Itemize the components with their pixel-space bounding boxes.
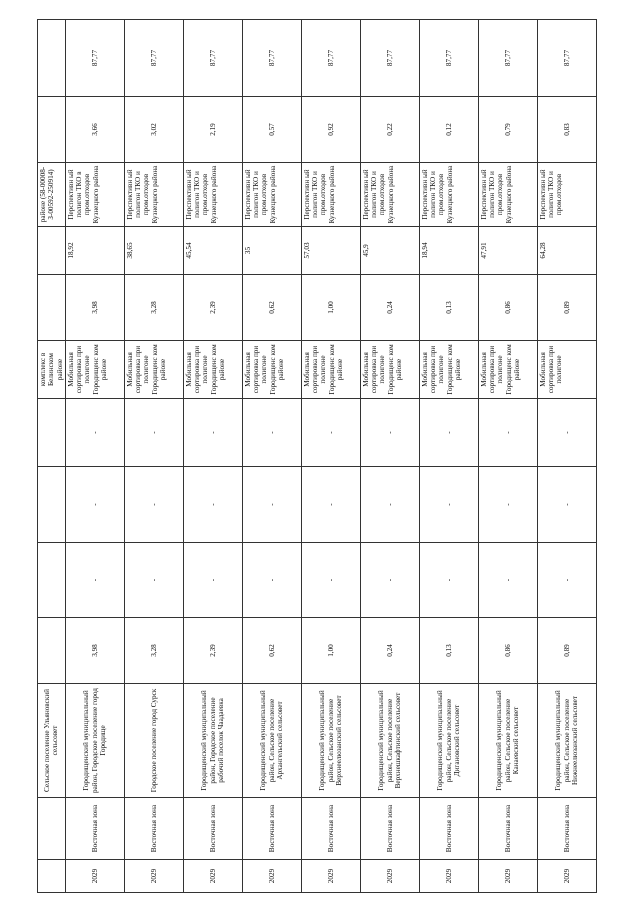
cell-dash: - xyxy=(537,399,596,467)
cell-zone: Восточная зона xyxy=(65,798,124,860)
table-row xyxy=(183,20,242,893)
cell-value: 3,66 xyxy=(65,97,124,163)
cell-mass: 0,86 xyxy=(478,618,537,684)
cell-zone: Восточная зона xyxy=(183,798,242,860)
cell-year: 2029 xyxy=(183,860,242,893)
cell-method: Мобильная сортировка при полигоне Городищенс ком районе xyxy=(242,341,301,399)
cell-dash: - xyxy=(242,543,301,618)
cell-value: 0,92 xyxy=(301,97,360,163)
cell-percent: 87,77 xyxy=(478,20,537,97)
cell-year: 2029 xyxy=(360,860,419,893)
cell-dash: - xyxy=(537,467,596,543)
cell-method: Мобильная сортировка при полигоне Городищенс ком районе xyxy=(360,341,419,399)
table-row xyxy=(419,20,478,893)
cell-value: 0,22 xyxy=(360,97,419,163)
cell-value: 0,12 xyxy=(419,97,478,163)
cell-percent: 87,77 xyxy=(537,20,596,97)
cell-municipality: Городищенский муниципальный район, Городское поселение рабочий поселок Чаадаевка xyxy=(183,684,242,798)
cell-dash: - xyxy=(183,467,242,543)
cell-distance: 45,9 xyxy=(360,227,419,275)
cell-distance: 18,92 xyxy=(65,227,124,275)
cell-value: 0,57 xyxy=(242,97,301,163)
cell-mass: 0,13 xyxy=(419,618,478,684)
cell-dash: - xyxy=(124,399,183,467)
cell-perspective: Перспективн ый полигон ТКО и пром.отходов Кузнецкого района xyxy=(301,163,360,227)
cell-dash: - xyxy=(301,543,360,618)
cell-mass: 0,62 xyxy=(242,618,301,684)
cell-zone: Восточная зона xyxy=(124,798,183,860)
cell-perspective: Перспективн ый полигон ТКО и пром.отходов Кузнецкого района xyxy=(360,163,419,227)
table-row xyxy=(360,20,419,893)
cell-year: 2029 xyxy=(301,860,360,893)
cell-municipality: Городищенский муниципальный район, Сельское поселение Архангельский сельсовет xyxy=(242,684,301,798)
cell-municipality: Городищенский муниципальный район, Сельское поселение Верхнешкафтинский сельсовет xyxy=(360,684,419,798)
cell-value: 2,19 xyxy=(183,97,242,163)
cell-mass: 2,39 xyxy=(183,618,242,684)
cell-dash: - xyxy=(419,467,478,543)
waste-flow-table xyxy=(37,19,597,893)
cell-mass: 1,00 xyxy=(301,618,360,684)
cell-distance: 45,54 xyxy=(183,227,242,275)
cell-perspective: Перспективн ый полигон ТКО и пром.отходов xyxy=(537,163,596,227)
cell-zone: Восточная зона xyxy=(478,798,537,860)
cell-dash: - xyxy=(301,467,360,543)
cell-empty xyxy=(38,399,66,467)
cell-value: 1,00 xyxy=(301,275,360,341)
cell-value: 0,79 xyxy=(478,97,537,163)
cell-empty xyxy=(38,20,66,97)
cell-method: Мобильная сортировка при полигоне Городищенс ком районе xyxy=(301,341,360,399)
cell-value: 0,89 xyxy=(537,275,596,341)
cell-value: 0,13 xyxy=(419,275,478,341)
cell-percent: 87,77 xyxy=(183,20,242,97)
cell-year: 2029 xyxy=(65,860,124,893)
cell-percent: 87,77 xyxy=(301,20,360,97)
cell-value: 3,28 xyxy=(124,275,183,341)
cell-dash: - xyxy=(360,543,419,618)
cell-municipality: Городищенский муниципальный район, Сельское поселение Нижнеелюзанский сельсовет xyxy=(537,684,596,798)
table-row xyxy=(65,20,124,893)
table-row xyxy=(537,20,596,893)
cell-year: 2029 xyxy=(478,860,537,893)
cell-method: Мобильная сортировка при полигоне Городищенс ком районе xyxy=(183,341,242,399)
cell-year: 2029 xyxy=(537,860,596,893)
cell-value: 0,24 xyxy=(360,275,419,341)
cell-percent: 87,77 xyxy=(360,20,419,97)
table-row xyxy=(301,20,360,893)
cell-perspective: Перспективн ый полигон ТКО и пром.отходов Кузнецкого района xyxy=(478,163,537,227)
cell-perspective: Перспективн ый полигон ТКО и пром.отходов Кузнецкого района xyxy=(242,163,301,227)
cell-zone: Восточная зона xyxy=(537,798,596,860)
cell-method: Мобильная сортировка при полигоне Городищенс ком районе xyxy=(419,341,478,399)
cell-empty xyxy=(38,618,66,684)
cell-mass: 0,89 xyxy=(537,618,596,684)
cell-perspective: Перспективн ый полигон ТКО в пром.отходов Кузнецкого района xyxy=(65,163,124,227)
cell-distance: 47,91 xyxy=(478,227,537,275)
cell-dash: - xyxy=(360,399,419,467)
cell-method: Мобильная сортировка при полигоне xyxy=(537,341,596,399)
cell-zone: Восточная зона xyxy=(360,798,419,860)
cell-distance: 38,65 xyxy=(124,227,183,275)
cell-method: Мобильная сортировка при полигоне Городищенс ком районе xyxy=(124,341,183,399)
cell-empty xyxy=(38,275,66,341)
cell-method: Мобильная сортировка при полигоне Городищенс ком районе xyxy=(478,341,537,399)
cell-value: 0,62 xyxy=(242,275,301,341)
cell-dash: - xyxy=(478,467,537,543)
cell-zone: Восточная зона xyxy=(242,798,301,860)
cell-municipality: Городищенский муниципальный район, Сельское поселение Верхнеелюзанский сельсовет xyxy=(301,684,360,798)
cell-value: 0,83 xyxy=(537,97,596,163)
cell-empty xyxy=(38,860,66,893)
cell-year: 2029 xyxy=(124,860,183,893)
cell-dash: - xyxy=(124,467,183,543)
cell-zone: Восточная зона xyxy=(419,798,478,860)
cell-method: Мобильная сортировка при полигоне Городищенс ком районе xyxy=(65,341,124,399)
cell-dash: - xyxy=(478,399,537,467)
cell-empty xyxy=(38,798,66,860)
cell-year: 2029 xyxy=(419,860,478,893)
cell-dash: - xyxy=(537,543,596,618)
cell-empty xyxy=(38,97,66,163)
cell-municipality: Городищенский муниципальный район, Сельское поселение Дигановский сельсовет xyxy=(419,684,478,798)
cell-settlement: Сельское поселение Ульяновский сельсовет xyxy=(38,684,66,798)
cell-distance: 57,03 xyxy=(301,227,360,275)
cell-percent: 87,77 xyxy=(242,20,301,97)
cell-dash: - xyxy=(183,399,242,467)
cell-percent: 87,77 xyxy=(124,20,183,97)
cell-destination: комплекс в Белинском районе xyxy=(38,341,66,399)
cell-value: 0,86 xyxy=(478,275,537,341)
continued-row xyxy=(38,20,66,893)
cell-dash: - xyxy=(419,399,478,467)
cell-dash: - xyxy=(360,467,419,543)
cell-municipality: Городское поселение город Сурск xyxy=(124,684,183,798)
cell-distance: 18,94 xyxy=(419,227,478,275)
cell-dash: - xyxy=(65,467,124,543)
cell-empty xyxy=(38,543,66,618)
cell-municipality: Городищенский муниципальный район, Сельское поселение Канаевский сельсовет xyxy=(478,684,537,798)
cell-perspective: Перспективн ый полигон ТКО и пром.отходов Кузнецкого района xyxy=(183,163,242,227)
table-row xyxy=(478,20,537,893)
cell-perspective: районе (58-00008-З-00592-250914) xyxy=(38,163,66,227)
cell-perspective: Перспективн ый полигон ТКО и пром.отходов Кузнецкого района xyxy=(419,163,478,227)
cell-dash: - xyxy=(124,543,183,618)
cell-mass: 3,28 xyxy=(124,618,183,684)
cell-value: 3,98 xyxy=(65,275,124,341)
cell-year: 2029 xyxy=(242,860,301,893)
cell-dash: - xyxy=(242,467,301,543)
cell-distance: 35 xyxy=(242,227,301,275)
cell-dash: - xyxy=(419,543,478,618)
cell-value: 3,02 xyxy=(124,97,183,163)
cell-mass: 3,98 xyxy=(65,618,124,684)
cell-dash: - xyxy=(65,399,124,467)
cell-dash: - xyxy=(478,543,537,618)
cell-dash: - xyxy=(301,399,360,467)
table-row xyxy=(124,20,183,893)
cell-dash: - xyxy=(183,543,242,618)
cell-mass: 0,24 xyxy=(360,618,419,684)
cell-percent: 87,77 xyxy=(65,20,124,97)
cell-municipality: Городищенский муниципальный район, Городское поселение город Городище xyxy=(65,684,124,798)
cell-percent: 87,77 xyxy=(419,20,478,97)
cell-distance: 64,28 xyxy=(537,227,596,275)
table-row xyxy=(242,20,301,893)
cell-empty xyxy=(38,467,66,543)
cell-empty xyxy=(38,227,66,275)
cell-dash: - xyxy=(65,543,124,618)
cell-perspective: Перспективн ый полигон ТКО и пром.отходов Кузнецкого района xyxy=(124,163,183,227)
cell-dash: - xyxy=(242,399,301,467)
cell-value: 2,39 xyxy=(183,275,242,341)
cell-zone: Восточная зона xyxy=(301,798,360,860)
